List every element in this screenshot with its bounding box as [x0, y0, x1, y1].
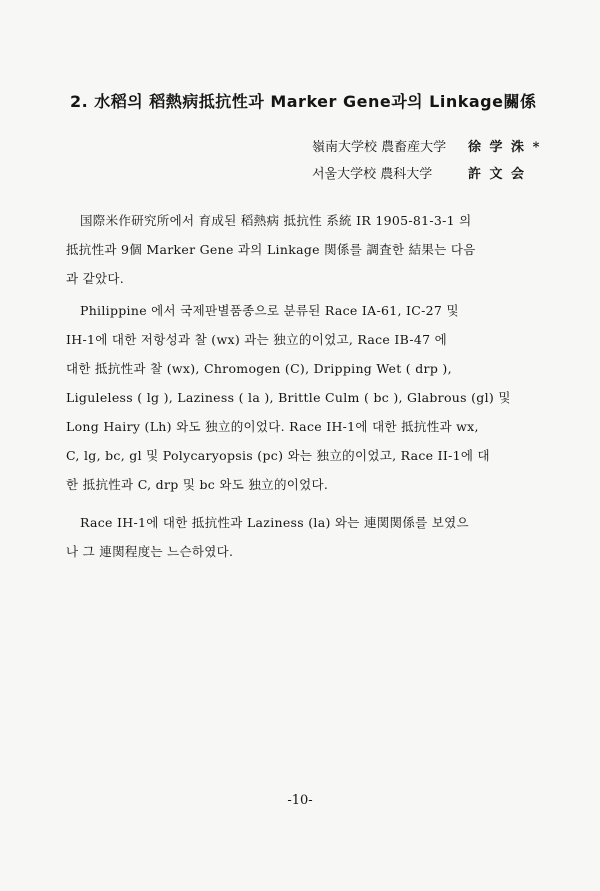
text-line: 대한 抵抗性과 찰 (wx), Chromogen (C), Dripping Wet ( drp ), — [66, 361, 452, 376]
paragraph-1 — [66, 206, 536, 293]
text-line: C, lg, bc, gl 및 Polycaryopsis (pc) 와는 独立的이었고, Race II-1에 대 — [66, 448, 490, 463]
text-line: 抵抗性과 9個 Marker Gene 과의 Linkage 関係를 調査한 結果는 다음 — [66, 242, 476, 257]
author-name: 許 文 会 — [468, 167, 527, 182]
text-line: Liguleless ( lg ), Laziness ( la ), Brittle Culm ( bc ), Glabrous (gl) 및 — [66, 390, 511, 405]
text-line: 과 같았다. — [66, 271, 125, 286]
text-line: Long Hairy (Lh) 와도 独立的이었다. Race IH-1에 대한 抵抗性과 wx, — [66, 419, 479, 434]
institution: 嶺南大学校 農畜産大学 — [312, 140, 447, 155]
paragraph-2 — [66, 296, 536, 499]
text-line: 한 抵抗性과 C, drp 및 bc 와도 独立的이었다. — [66, 477, 329, 492]
author-affiliation-2 — [312, 163, 552, 182]
text-line: 国際米作研究所에서 育成된 稻熱病 抵抗性 系統 IR 1905-81-3-1 의 — [80, 213, 472, 228]
paragraph-3 — [66, 508, 536, 566]
paper-title: 2. 水稻의 稻熱病抵抗性과 Marker Gene과의 Linkage關係 — [70, 92, 537, 111]
author-name: 徐 学 洙 * — [468, 140, 542, 155]
author-affiliation-1 — [312, 136, 552, 155]
text-line: 나 그 連関程度는 느슨하였다. — [66, 544, 234, 559]
text-line: Race IH-1에 대한 抵抗性과 Laziness (la) 와는 連関関係를 보였으 — [80, 515, 469, 530]
institution: 서울大学校 農科大学 — [312, 167, 433, 182]
text-line: Philippine 에서 국제판별품종으로 분류된 Race IA-61, IC-27 및 — [80, 303, 459, 318]
page-number: -10- — [287, 793, 313, 808]
text-line: IH-1에 대한 저항성과 찰 (wx) 과는 独立的이었고, Race IB-47 에 — [66, 332, 448, 347]
